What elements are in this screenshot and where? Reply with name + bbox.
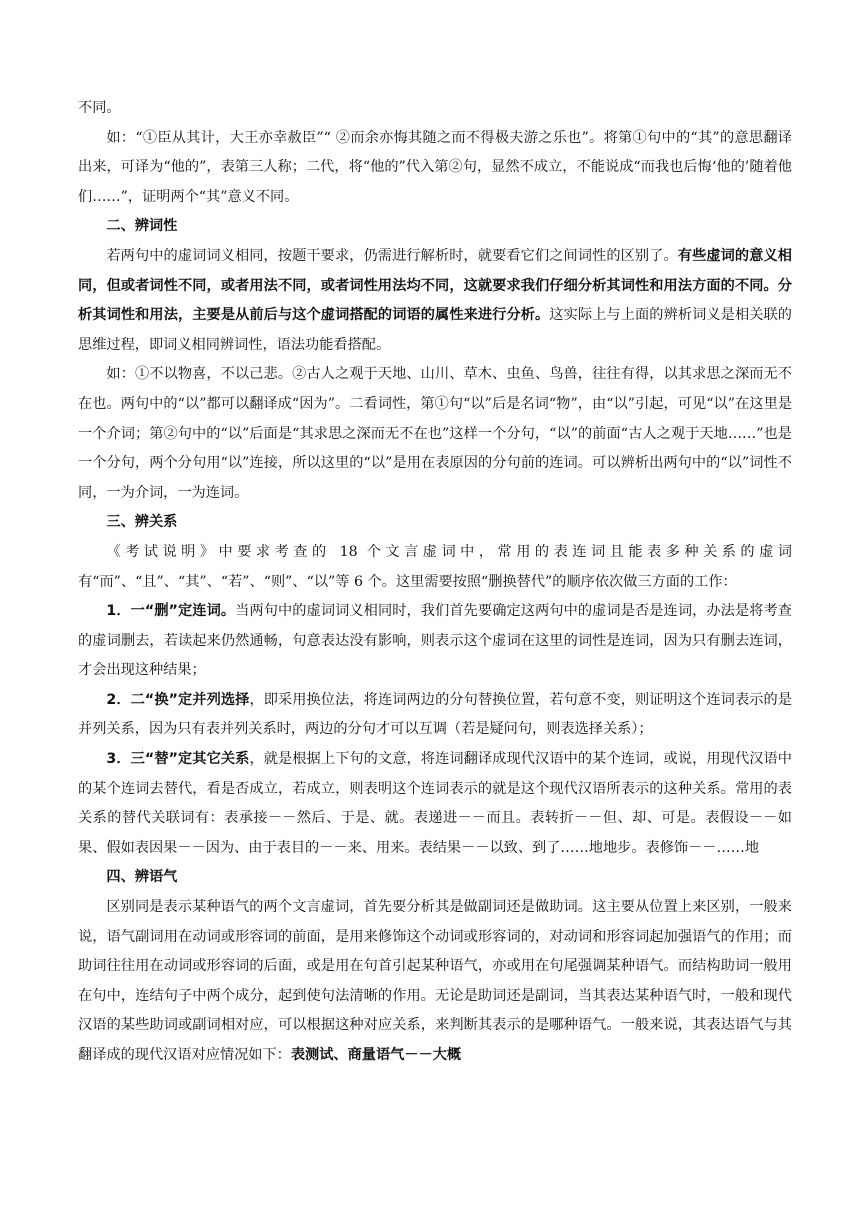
list-item-swap	[78, 686, 792, 745]
paragraph-text: 这实际上与上面的辨析词义是相关联的思维过程，即词义相同辨词性，语法功能看搭配。	[78, 307, 792, 353]
list-item-heading: 3．三“替”定其它关系	[106, 751, 250, 768]
list-item-delete	[78, 597, 792, 686]
paragraph-mood	[78, 893, 792, 1071]
paragraph-continuation: 不同。	[78, 100, 121, 116]
paragraph-example-qi: 如：“①臣从其计，大王亦幸赦臣”“ ②而余亦悔其随之而不得极夫游之乐也”。将第①句中的“其”的意思翻译出来，可译为“他的”，表第三人称；二代，将“他的”代入第②句，显然不成立，不能说成“而我也后悔‘他的’随着他们……”，证明两个“其”意义不同。	[78, 129, 792, 205]
list-item-text: ，即采用换位法，将连词两边的分句替换位置，若句意不变，则证明这个连词表示的是并列关系，因为只有表并列关系时，两边的分句才可以互调（若是疑问句，则表选择关系）；	[78, 691, 792, 738]
list-item-heading: 2．二“换”定并列选择	[106, 691, 250, 708]
list-item-replace	[78, 745, 792, 863]
paragraph-example-yi: 如：①不以物喜，不以己悲。②古人之观于天地、山川、草木、虫鱼、鸟兽，往往有得，以其求思之深而无不在也。两句中的“以”都可以翻译成“因为”。二看词性，第①句“以”后是名词“物”，由“以”引起，可见“以”在这里是一个介词；第②句中的“以”后面是“其求思之深而无不在也”这样一个分句，“以”的前面“古人之观于天地……”也是一个分句，两个分句用“以”连接，所以这里的“以”是用在表原因的分句前的连词。可以辨析出两句中的“以”词性不同，一为介词，一为连词。	[78, 366, 792, 501]
section-heading-relation: 三、辨关系	[106, 514, 178, 531]
paragraph-relation-intro: 《考试说明》中要求考查的 18 个文言虚词中，常用的表连词且能表多种关系的虚词有“而”、“且”、“其”、“若”、“则”、“以”等 6 个。这里需要按照“删换替代”的顺序依次做三方面的工作：	[78, 543, 792, 590]
section-heading-mood: 四、辨语气	[106, 869, 178, 886]
list-item-text: 当两句中的虚词词义相同时，我们首先要确定这两句中的虚词是否是连词，办法是将考查的虚词删去，若读起来仍然通畅，句意表达没有影响，则表示这个虚词在这里的词性是连词，因为只有删去连词，才会出现这种结果；	[78, 603, 792, 679]
bold-emphasis: 有些虚词的意义相同，但或者词性不同，或者用法不同，或者词性用法均不同，这就要求我们仔细分析其词性和用法方面的不同。分析其词性和用法，主要是从前后与这个虚词搭配的词语的属性来进行分析。	[78, 247, 792, 324]
document-page	[78, 94, 792, 1071]
list-item-heading: 1．一“删”定连词。	[106, 603, 236, 620]
paragraph-text: 区别同是表示某种语气的两个文言虚词，首先要分析其是做副词还是做助词。这主要从位置上来区别，一般来说，语气副词用在动词或形容词的前面，是用来修饰这个动词或形容词的，对动词和形容词起加强语气的作用；而助词往往用在动词或形容词的后面，或是用在句首引起某种语气，亦或用在句尾强调某种语气。而结构助词一般用在句中，连结句子中两个成分，起到使句法清晰的作用。无论是助词还是副词，当其表达某种语气时，一般和现代汉语的某些助词或副词相对应，可以根据这种对应关系，来判断其表示的是哪种语气。一般来说，其表达语气与其翻译成的现代汉语对应情况如下：	[78, 899, 792, 1063]
section-heading-word-class: 二、辨词性	[106, 218, 178, 235]
bold-emphasis: 表测试、商量语气－－大概	[290, 1047, 462, 1063]
paragraph-word-class	[78, 242, 792, 360]
paragraph-text: 若两句中的虚词词义相同，按题干要求，仍需进行解析时，就要看它们之间词性的区别了。	[106, 247, 678, 264]
list-item-text: ，就是根据上下句的文意，将连词翻译成现代汉语中的某个连词，或说，用现代汉语中的某个连词去替代，看是否成立，若成立，则表明这个连词表示的就是这个现代汉语所表示的这种关系。常用的表关系的替代关联词有：表承接－－然后、于是、就。表递进－－而且。表转折－－但、却、可是。表假设－－如果、假如表因果－－因为、由于表目的－－来、用来。表结果－－以致、到了……地地步。表修饰－－……地	[78, 751, 792, 856]
